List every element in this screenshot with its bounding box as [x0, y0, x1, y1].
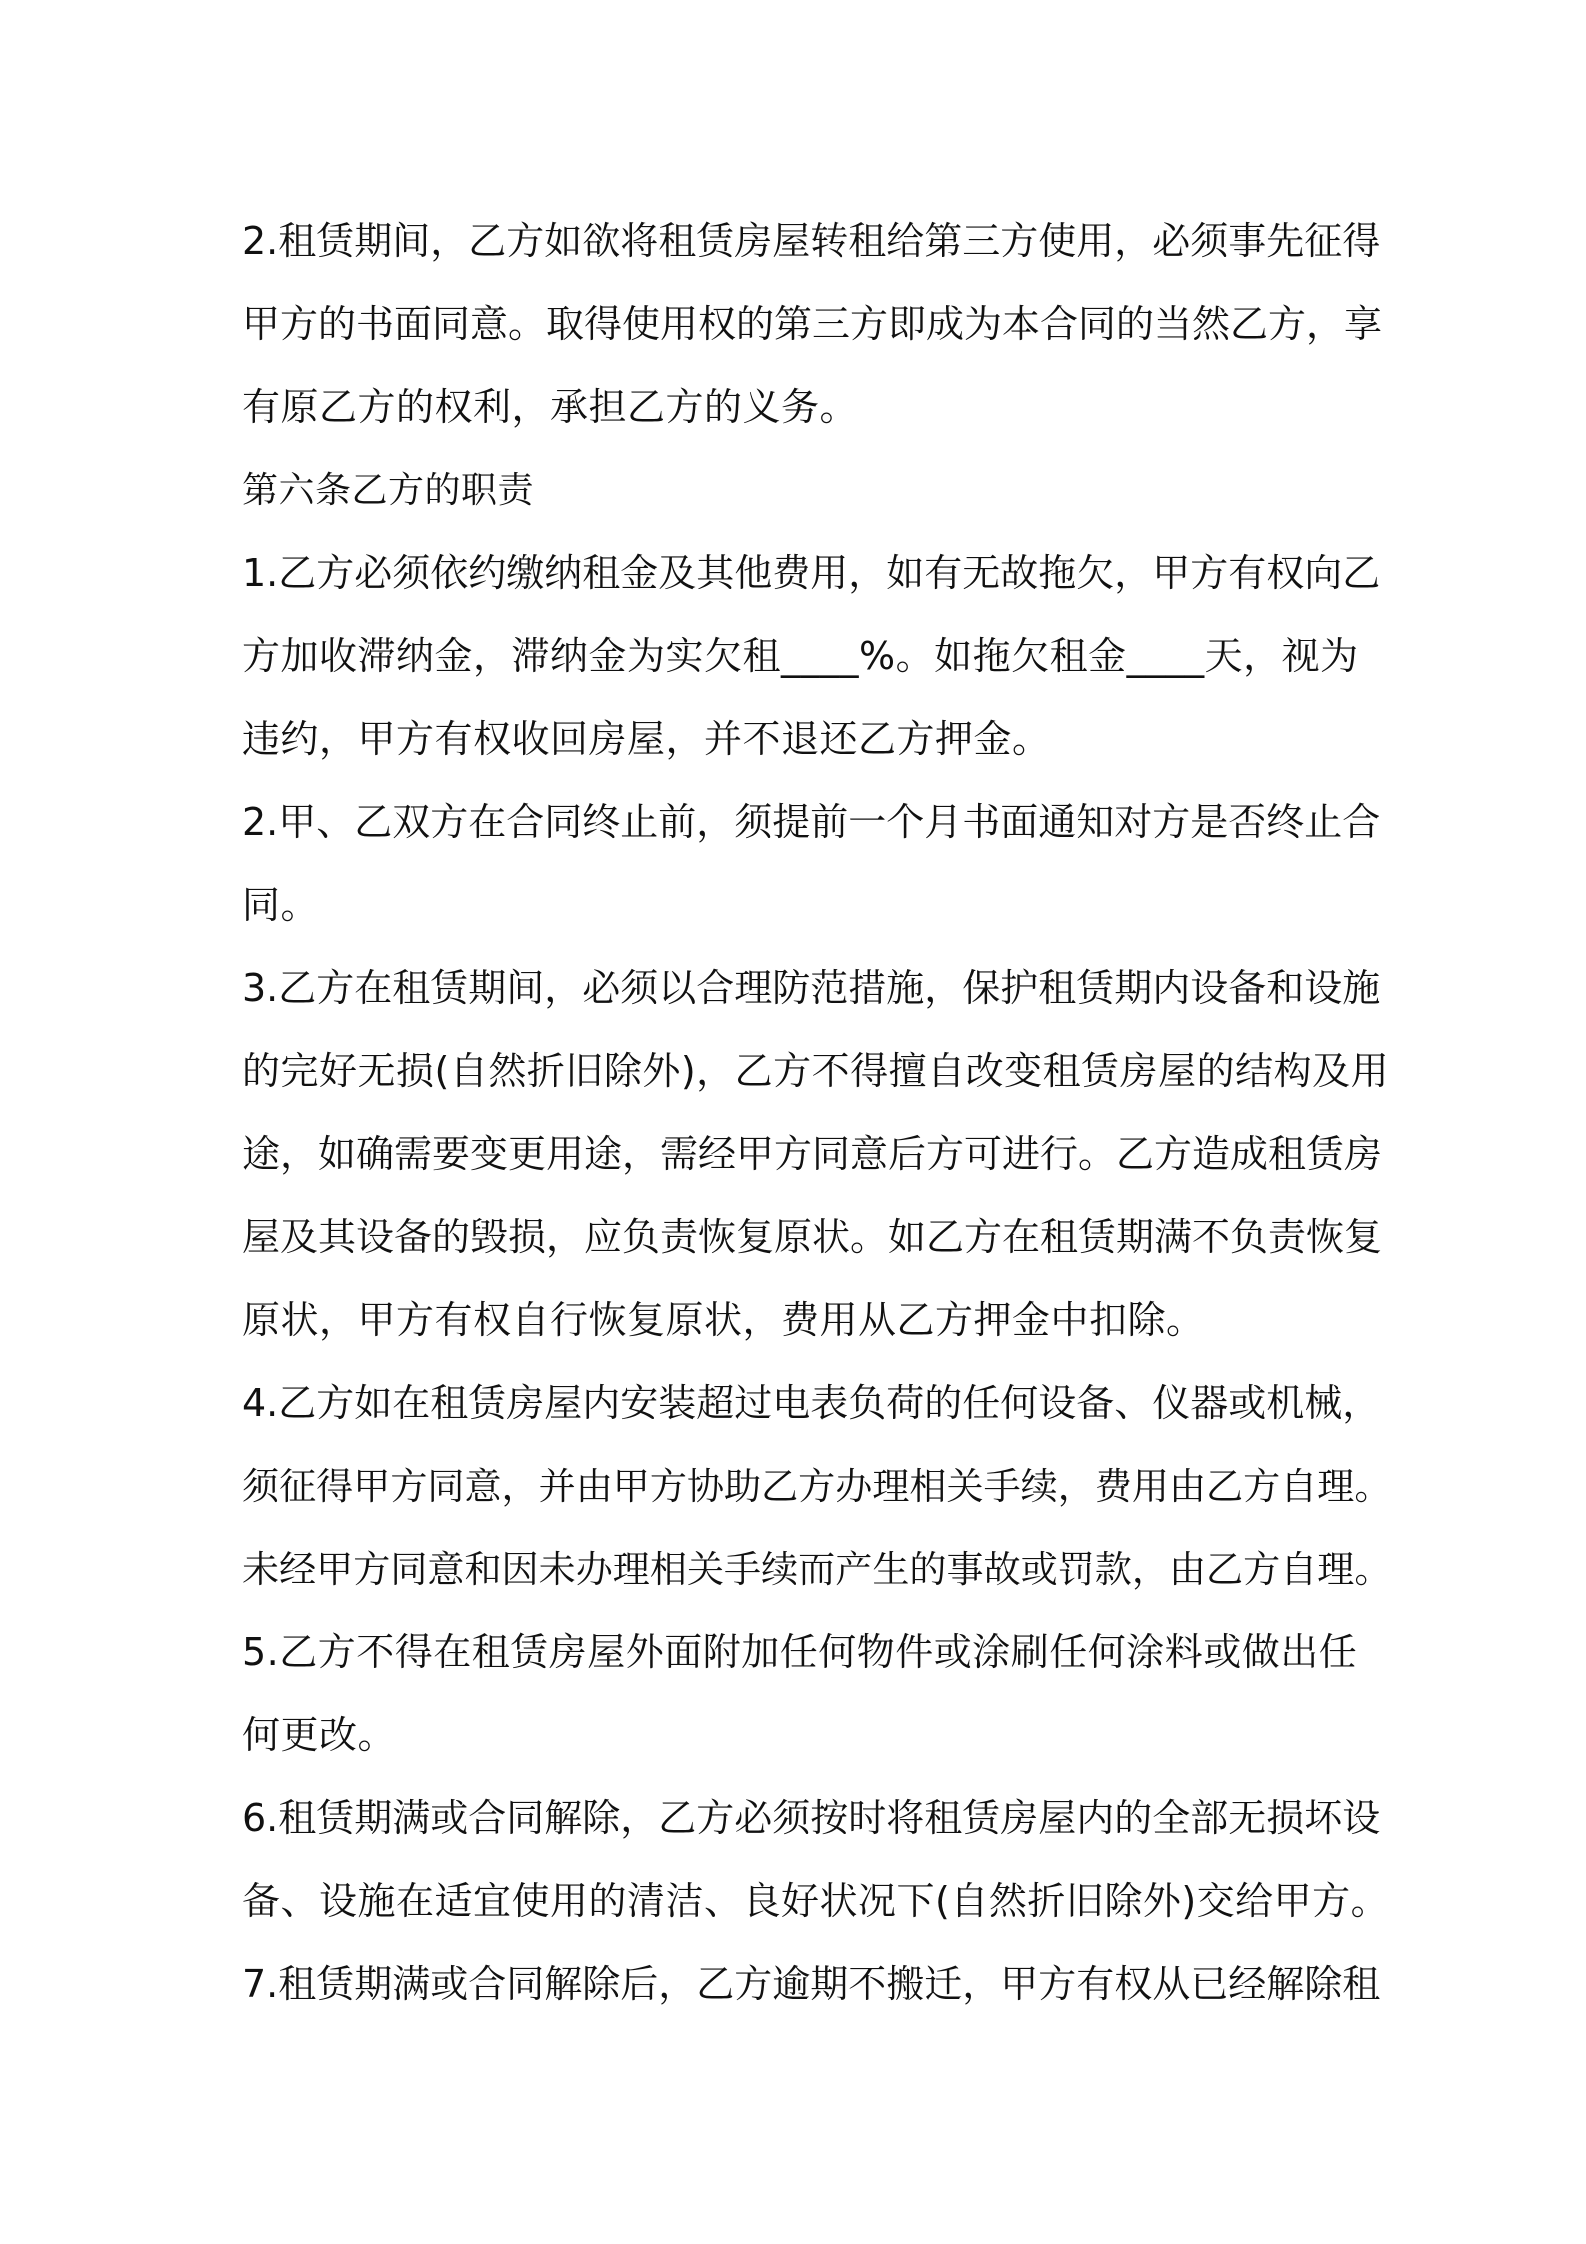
clause-6-4-line-3: 未经甲方同意和因未办理相关手续而产生的事故或罚款，由乙方自理。 — [242, 1548, 1392, 1591]
clause-6-7-line-1: 7.租赁期满或合同解除后，乙方逾期不搬迁，甲方有权从已经解除租 — [242, 1962, 1381, 2006]
clause-6-2-line-2: 同。 — [242, 883, 320, 927]
clause-6-6-line-1: 6.租赁期满或合同解除，乙方必须按时将租赁房屋内的全部无损坏设 — [242, 1796, 1381, 1840]
clause-6-1-line-2: 方加收滞纳金，滞纳金为实欠租____%。如拖欠租金____天，视为 — [242, 634, 1359, 678]
clause-6-1-line-3: 违约，甲方有权收回房屋，并不退还乙方押金。 — [242, 717, 1051, 761]
clause-6-3-line-3: 途，如确需要变更用途，需经甲方同意后方可进行。乙方造成租赁房 — [242, 1132, 1383, 1176]
clause-5-2-line-1: 2.租赁期间，乙方如欲将租赁房屋转租给第三方使用，必须事先征得 — [242, 219, 1381, 263]
clause-6-3-line-2: 的完好无损(自然折旧除外)，乙方不得擅自改变租赁房屋的结构及用 — [242, 1049, 1390, 1093]
document-body — [242, 200, 1392, 2026]
clause-6-2-line-1: 2.甲、乙双方在合同终止前，须提前一个月书面通知对方是否终止合 — [242, 800, 1381, 844]
clause-6-5-line-2: 何更改。 — [242, 1713, 397, 1757]
clause-6-5-line-1: 5.乙方不得在租赁房屋外面附加任何物件或涂刷任何涂料或做出任 — [242, 1630, 1358, 1674]
clause-6-3-line-5: 原状，甲方有权自行恢复原状，费用从乙方押金中扣除。 — [242, 1298, 1205, 1342]
clause-6-3-line-1: 3.乙方在租赁期间，必须以合理防范措施，保护租赁期内设备和设施 — [242, 966, 1381, 1010]
clause-6-6-line-2: 备、设施在适宜使用的清洁、良好状况下(自然折旧除外)交给甲方。 — [242, 1879, 1390, 1923]
clause-6-3-line-4: 屋及其设备的毁损，应负责恢复原状。如乙方在租赁期满不负责恢复 — [242, 1215, 1383, 1259]
clause-6-4-line-2: 须征得甲方同意，并由甲方协助乙方办理相关手续，费用由乙方自理。 — [242, 1465, 1392, 1508]
clause-6-4-line-1: 4.乙方如在租赁房屋内安装超过电表负荷的任何设备、仪器或机械， — [242, 1381, 1381, 1425]
clause-5-2-line-3: 有原乙方的权利，承担乙方的义务。 — [242, 385, 859, 429]
article-6-heading: 第六条乙方的职责 — [242, 470, 535, 511]
clause-5-2-line-2: 甲方的书面同意。取得使用权的第三方即成为本合同的当然乙方，享 — [242, 302, 1383, 346]
clause-6-1-line-1: 1.乙方必须依约缴纳租金及其他费用，如有无故拖欠，甲方有权向乙 — [242, 551, 1381, 595]
